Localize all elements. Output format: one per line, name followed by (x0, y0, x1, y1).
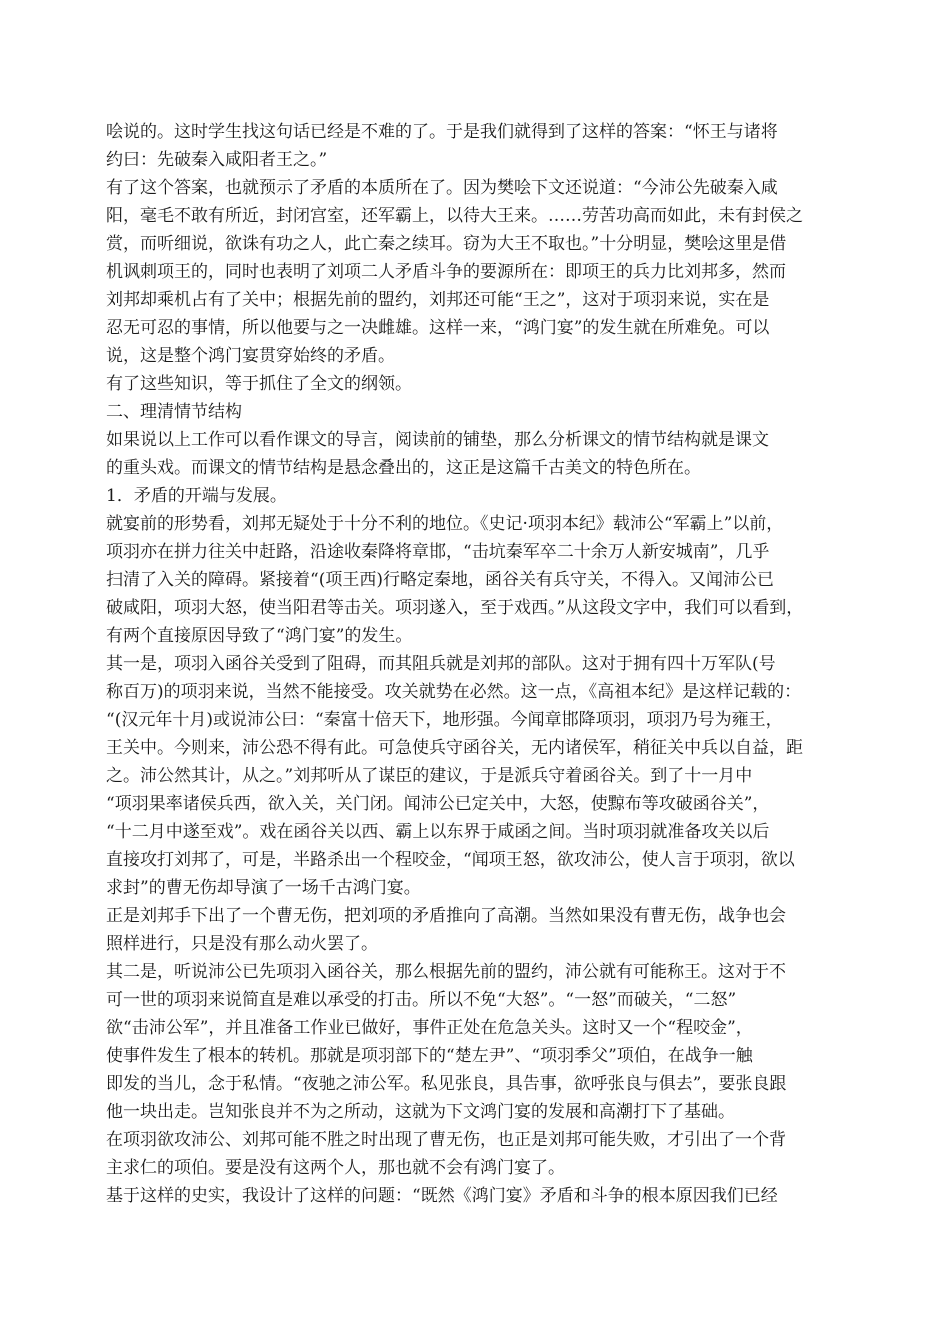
text-line: 忍无可忍的事情，所以他要与之一决雌雄。这样一来，“鸿门宴”的发生就在所难免。可以 (106, 318, 770, 338)
text-line: 求封”的曹无伤却导演了一场千古鸿门宴。 (106, 878, 421, 898)
section-heading: 二、理清情节结构 (106, 402, 242, 422)
text-line: 他一块出走。岂知张良并不为之所动，这就为下文鸿门宴的发展和高潮打下了基础。 (106, 1102, 735, 1122)
text-line: “(汉元年十月)或说沛公曰：“秦富十倍天下，地形强。今闻章邯降项羽，项羽乃号为雍王， (106, 710, 783, 730)
text-line: 有两个直接原因导致了“鸿门宴”的发生。 (106, 626, 413, 646)
text-line: 基于这样的史实，我设计了这样的问题：“既然《鸿门宴》矛盾和斗争的根本原因我们已经 (106, 1186, 778, 1206)
text-line: 说，这是整个鸿门宴贯穿始终的矛盾。 (106, 346, 395, 366)
text-line: 直接攻打刘邦了，可是，半路杀出一个程咬金，“闻项王怒，欲攻沛公，使人言于项羽，欲以 (106, 850, 795, 870)
text-line: 就宴前的形势看，刘邦无疑处于十分不利的地位。《史记·项羽本纪》载沛公“军霸上”以前， (106, 514, 784, 534)
text-line: 正是刘邦手下出了一个曹无伤，把刘项的矛盾推向了高潮。当然如果没有曹无伤，战争也会 (106, 906, 786, 926)
text-line: “十二月中遂至戏”。戏在函谷关以西、霸上以东界于咸函之间。当时项羽就准备攻关以后 (106, 822, 770, 842)
subsection-heading: 1．矛盾的开端与发展。 (106, 486, 287, 506)
text-line: 的重头戏。而课文的情节结构是悬念叠出的，这正是这篇千古美文的特色所在。 (106, 458, 701, 478)
text-line: 约曰：先破秦入咸阳者王之。” (106, 150, 328, 170)
text-line: 扫清了入关的障碍。紧接着“(项王西)行略定秦地，函谷关有兵守关，不得入。又闻沛公已 (106, 570, 774, 590)
text-line: “项羽果率诸侯兵西，欲入关，关门闭。闻沛公已定关中，大怒，使黥布等攻破函谷关”， (106, 794, 770, 814)
text-line: 王关中。今则来，沛公恐不得有此。可急使兵守函谷关，无内诸侯军，稍征关中兵以自益，距 (106, 738, 803, 758)
text-line: 照样进行，只是没有那么动火罢了。 (106, 934, 378, 954)
text-line: 项羽亦在拼力往关中赶路，沿途收秦降将章邯，“击坑秦军卒二十余万人新安城南”，几乎 (106, 542, 770, 562)
text-line: 即发的当儿，念于私情。“夜驰之沛公军。私见张良，具告事，欲呼张良与俱去”，要张良跟 (106, 1074, 787, 1094)
text-line: 其二是，听说沛公已先项羽入函谷关，那么根据先前的盟约，沛公就有可能称王。这对于不 (106, 962, 786, 982)
text-line: 破咸阳，项羽大怒，使当阳君等击关。项羽遂入，至于戏西。”从这段文字中，我们可以看到， (106, 598, 804, 618)
text-line: 有了这些知识，等于抓住了全文的纲领。 (106, 374, 412, 394)
text-line: 刘邦却乘机占有了关中；根据先前的盟约，刘邦还可能“王之”，这对于项羽来说，实在是 (106, 290, 770, 310)
text-line: 哙说的。这时学生找这句话已经是不难的了。于是我们就得到了这样的答案：“怀王与诸将 (106, 122, 778, 142)
document-body (106, 118, 856, 1210)
text-line: 阳，毫毛不敢有所近，封闭宫室，还军霸上，以待大王来。……劳苦功高而如此，未有封侯之 (106, 206, 803, 226)
text-line: 称百万)的项羽来说，当然不能接受。攻关就势在必然。这一点，《高祖本纪》是这样记载的： (106, 682, 802, 702)
text-line: 欲“击沛公军”，并且准备工作业已做好，事件正处在危急关头。这时又一个“程咬金”， (106, 1018, 753, 1038)
text-line: 使事件发生了根本的转机。那就是项羽部下的“楚左尹”、“项羽季父”项伯，在战争一触 (106, 1046, 753, 1066)
text-line: 机讽刺项王的，同时也表明了刘项二人矛盾斗争的要源所在：即项王的兵力比刘邦多，然而 (106, 262, 786, 282)
text-line: 其一是，项羽入函谷关受到了阻碍，而其阻兵就是刘邦的部队。这对于拥有四十万军队(号 (106, 654, 776, 674)
text-line: 赏，而听细说，欲诛有功之人，此亡秦之续耳。窃为大王不取也。”十分明显，樊哙这里是借 (106, 234, 787, 254)
text-line: 在项羽欲攻沛公、刘邦可能不胜之时出现了曹无伤，也正是刘邦可能失败，才引出了一个背 (106, 1130, 786, 1150)
text-line: 主求仁的项伯。要是没有这两个人，那也就不会有鸿门宴了。 (106, 1158, 565, 1178)
text-line: 如果说以上工作可以看作课文的导言，阅读前的铺垫，那么分析课文的情节结构就是课文 (106, 430, 769, 450)
text-line: 之。沛公然其计，从之。”刘邦听从了谋臣的建议，于是派兵守着函谷关。到了十一月中 (106, 766, 753, 786)
text-line: 有了这个答案，也就预示了矛盾的本质所在了。因为樊哙下文还说道：“今沛公先破秦入咸 (106, 178, 778, 198)
text-line: 可一世的项羽来说简直是难以承受的打击。所以不免“大怒”。“一怒”而破关，“二怒” (106, 990, 737, 1010)
